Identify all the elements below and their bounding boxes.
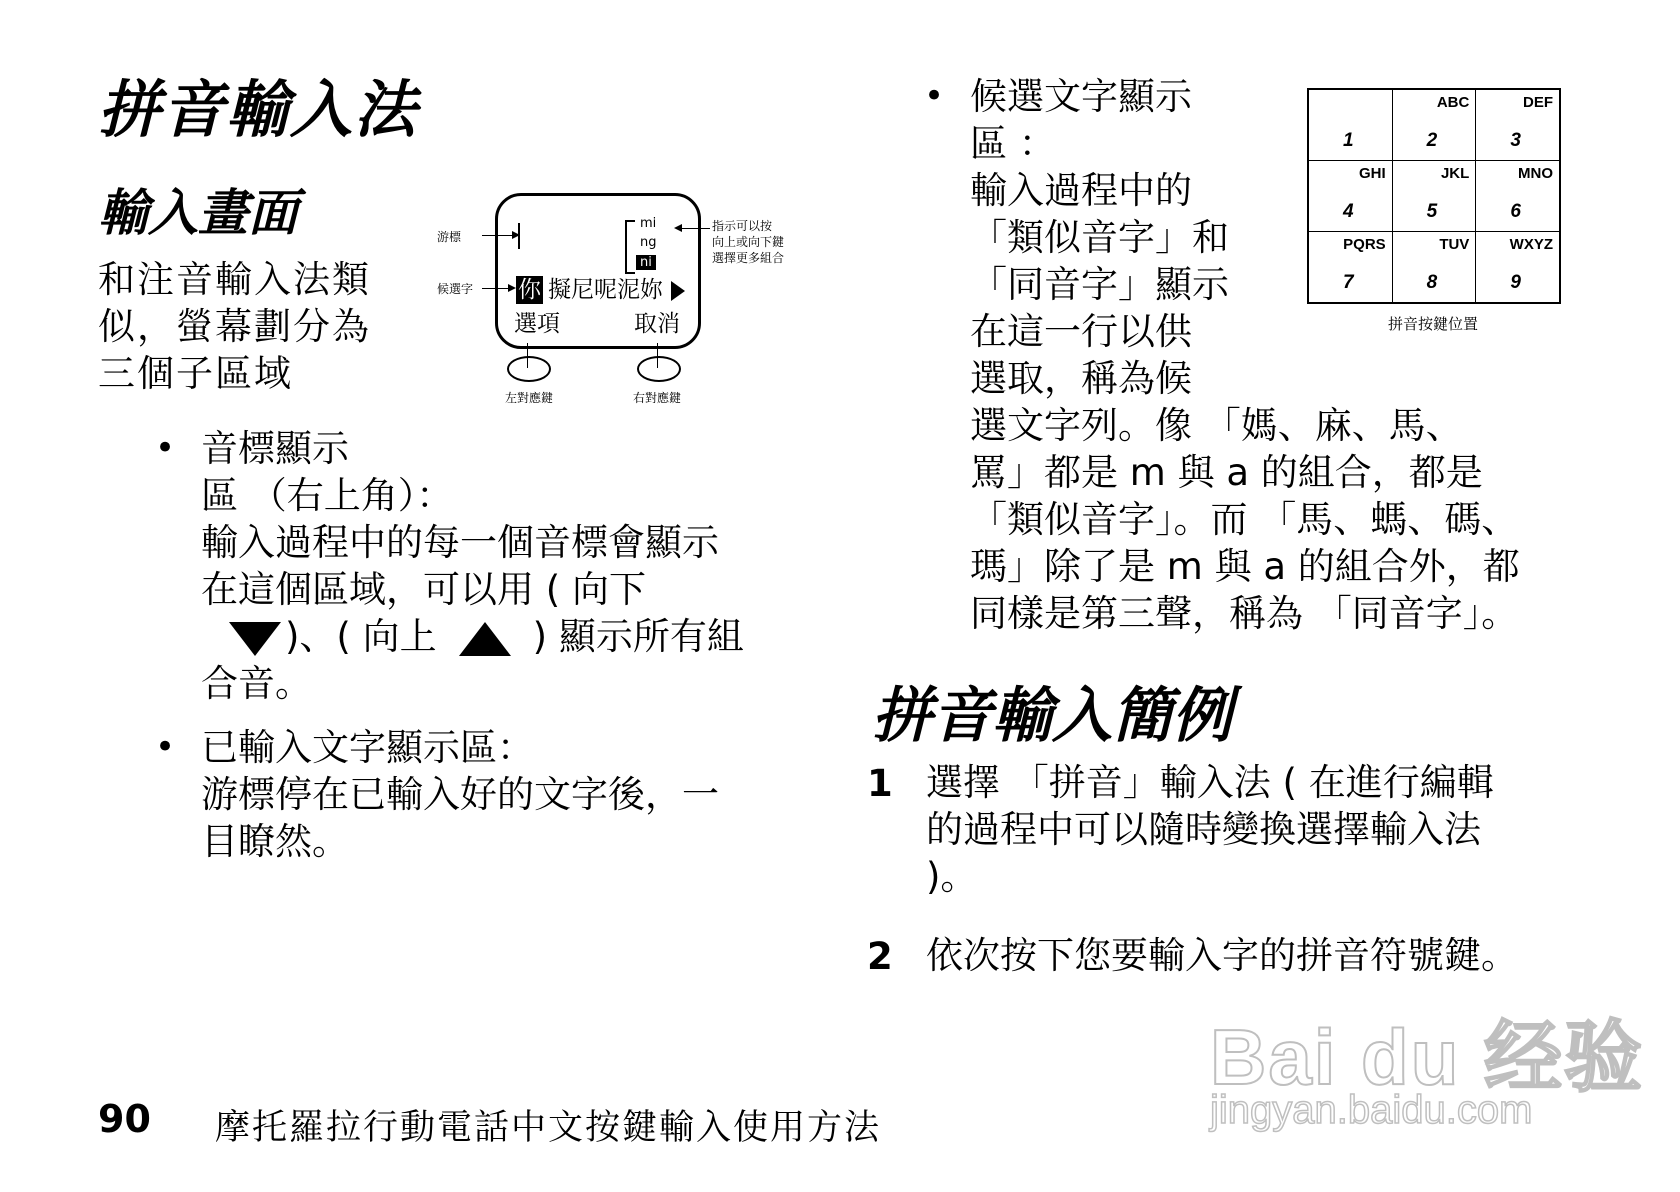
key-number: 9 bbox=[1510, 272, 1521, 293]
pinyin-bracket bbox=[625, 220, 635, 274]
key-letters: JKL bbox=[1440, 165, 1470, 182]
bullet-entered-text-area bbox=[201, 724, 719, 865]
pinyin-option: ng bbox=[640, 235, 657, 250]
key-number: 8 bbox=[1426, 272, 1438, 293]
key-letters: WXYZ bbox=[1509, 236, 1553, 253]
keypad-key bbox=[1476, 161, 1560, 232]
label-cursor: 游標 bbox=[437, 230, 462, 244]
label-indicator-line: 向上或向下鍵 bbox=[712, 235, 785, 249]
label-indicator bbox=[712, 218, 784, 266]
bullet-line: 「類似音字」。而 「馬、螞、碼、 bbox=[970, 498, 1519, 541]
bullet-line: 輸入過程中的每一個音標會顯示 bbox=[201, 521, 719, 564]
key-letters: ABC bbox=[1436, 94, 1470, 111]
bullet-line: 在這個區域，可以用 ( 向下 bbox=[201, 568, 646, 611]
label-candidate: 候選字 bbox=[437, 282, 474, 296]
candidate-highlight: 你 bbox=[518, 277, 541, 303]
intro-line: 和注音輸入法類 bbox=[98, 258, 371, 301]
key-number: 5 bbox=[1426, 201, 1438, 222]
arrow-line-indicator bbox=[680, 228, 710, 229]
step-line: 依次按下您要輸入字的拼音符號鍵。 bbox=[926, 934, 1518, 977]
pinyin-option: mi bbox=[640, 216, 657, 231]
step-text bbox=[926, 932, 1518, 979]
up-suffix: ) 顯示所有組 bbox=[532, 615, 744, 658]
step-line: 的過程中可以隨時變換選擇輸入法 bbox=[926, 808, 1481, 851]
label-right-key: 右對應鍵 bbox=[633, 391, 682, 405]
left-key-icon bbox=[507, 356, 551, 382]
page-title: 拼音輸入法 bbox=[98, 73, 419, 146]
bullet-line: 音標顯示 bbox=[201, 427, 349, 470]
key-number: 6 bbox=[1510, 201, 1521, 222]
bullet-icon: • bbox=[155, 428, 176, 468]
key-letters: MNO bbox=[1518, 165, 1553, 182]
bullet-line: 同樣是第三聲，稱為 「同音字」。 bbox=[970, 592, 1519, 635]
softkey-right: 取消 bbox=[634, 311, 680, 337]
watermark-url: jingyan.baidu.com bbox=[1210, 1088, 1533, 1132]
watermark-logo: Bai du 经验 bbox=[1210, 1013, 1645, 1101]
key-letters: DEF bbox=[1523, 94, 1553, 111]
keypad-key bbox=[1476, 232, 1560, 304]
keypad-key bbox=[1476, 89, 1560, 161]
bullet-line: 輸入過程中的 bbox=[970, 169, 1192, 212]
bullet-line: 已輸入文字顯示區： bbox=[201, 726, 534, 769]
bullet-icon: • bbox=[155, 727, 176, 767]
bullet-line: 合音。 bbox=[201, 662, 312, 705]
label-indicator-line: 指示可以按 bbox=[712, 219, 773, 233]
arrow-line-cursor bbox=[482, 235, 515, 236]
intro-paragraph bbox=[98, 256, 371, 397]
step-line: )。 bbox=[926, 855, 978, 898]
bullet-line-arrows bbox=[201, 613, 744, 660]
bullet-line: 目瞭然。 bbox=[201, 820, 349, 863]
bullet-candidate-area-continued bbox=[970, 402, 1520, 637]
step-text bbox=[926, 759, 1494, 900]
keypad-key bbox=[1308, 232, 1392, 304]
bullet-line: 選取，稱為候 bbox=[970, 357, 1192, 400]
keypad-key bbox=[1392, 161, 1476, 232]
section-title-example: 拼音輸入簡例 bbox=[872, 681, 1232, 751]
bullet-icon: • bbox=[924, 76, 945, 116]
keypad-key bbox=[1308, 89, 1392, 161]
arrow-head-icon bbox=[674, 224, 682, 232]
keypad-key bbox=[1392, 89, 1476, 161]
step-number: 2 bbox=[867, 935, 893, 978]
keypad-key bbox=[1308, 161, 1392, 232]
bullet-line: 「同音字」顯示 bbox=[970, 263, 1229, 306]
key-letters: TUV bbox=[1439, 236, 1470, 253]
key-letters: GHI bbox=[1358, 165, 1386, 182]
key-number: 1 bbox=[1343, 130, 1354, 151]
pinyin-keypad-diagram bbox=[1307, 88, 1561, 304]
down-triangle-icon bbox=[229, 622, 281, 656]
key-number: 4 bbox=[1343, 201, 1354, 222]
bullet-line: 「類似音字」和 bbox=[970, 216, 1229, 259]
softkey-left: 選項 bbox=[514, 311, 560, 337]
intro-line: 似，螢幕劃分為 bbox=[98, 305, 371, 348]
step-number: 1 bbox=[867, 762, 893, 805]
step-line: 選擇 「拼音」輸入法 ( 在進行編輯 bbox=[926, 761, 1494, 804]
bullet-line: 罵」都是 m 與 a 的組合，都是 bbox=[970, 451, 1483, 494]
bullet-line: 在這一行以供 bbox=[970, 310, 1192, 353]
key-letters: PQRS bbox=[1343, 236, 1386, 253]
arrow-head-icon bbox=[512, 231, 520, 239]
label-indicator-line: 選擇更多組合 bbox=[712, 251, 785, 265]
section-title-input-screen: 輸入畫面 bbox=[98, 184, 298, 242]
bullet-line: 候選文字顯示 bbox=[970, 75, 1192, 118]
candidate-list: 擬尼呢泥妳 bbox=[548, 277, 663, 303]
keypad-caption: 拼音按鍵位置 bbox=[1388, 315, 1479, 333]
key-number: 2 bbox=[1426, 130, 1438, 151]
key-number: 3 bbox=[1510, 130, 1521, 151]
intro-line: 三個子區域 bbox=[98, 352, 293, 395]
bullet-line: 游標停在已輸入好的文字後，一 bbox=[201, 773, 719, 816]
keypad-key bbox=[1392, 232, 1476, 304]
bullet-line: 區 （右上角）： bbox=[201, 474, 454, 517]
up-triangle-icon bbox=[459, 622, 511, 656]
pinyin-option-selected: ni bbox=[636, 255, 656, 270]
key-number: 7 bbox=[1343, 272, 1354, 293]
bullet-line: 瑪」除了是 m 與 a 的組合外，都 bbox=[970, 545, 1520, 588]
bullet-line: 選文字列。像 「媽、麻、馬、 bbox=[970, 404, 1463, 447]
label-left-key: 左對應鍵 bbox=[505, 391, 554, 405]
page-number: 90 bbox=[98, 1097, 151, 1141]
down-suffix: )、( 向上 bbox=[285, 615, 437, 658]
bullet-phonetic-area bbox=[201, 425, 744, 707]
arrow-head-icon bbox=[508, 284, 516, 292]
right-arrow-icon bbox=[671, 281, 685, 301]
footer-title: 摩托羅拉行動電話中文按鍵輸入使用方法 bbox=[215, 1108, 882, 1148]
right-key-icon bbox=[637, 356, 681, 382]
bullet-candidate-area bbox=[970, 73, 1229, 402]
bullet-line: 區 ： bbox=[970, 122, 1056, 165]
